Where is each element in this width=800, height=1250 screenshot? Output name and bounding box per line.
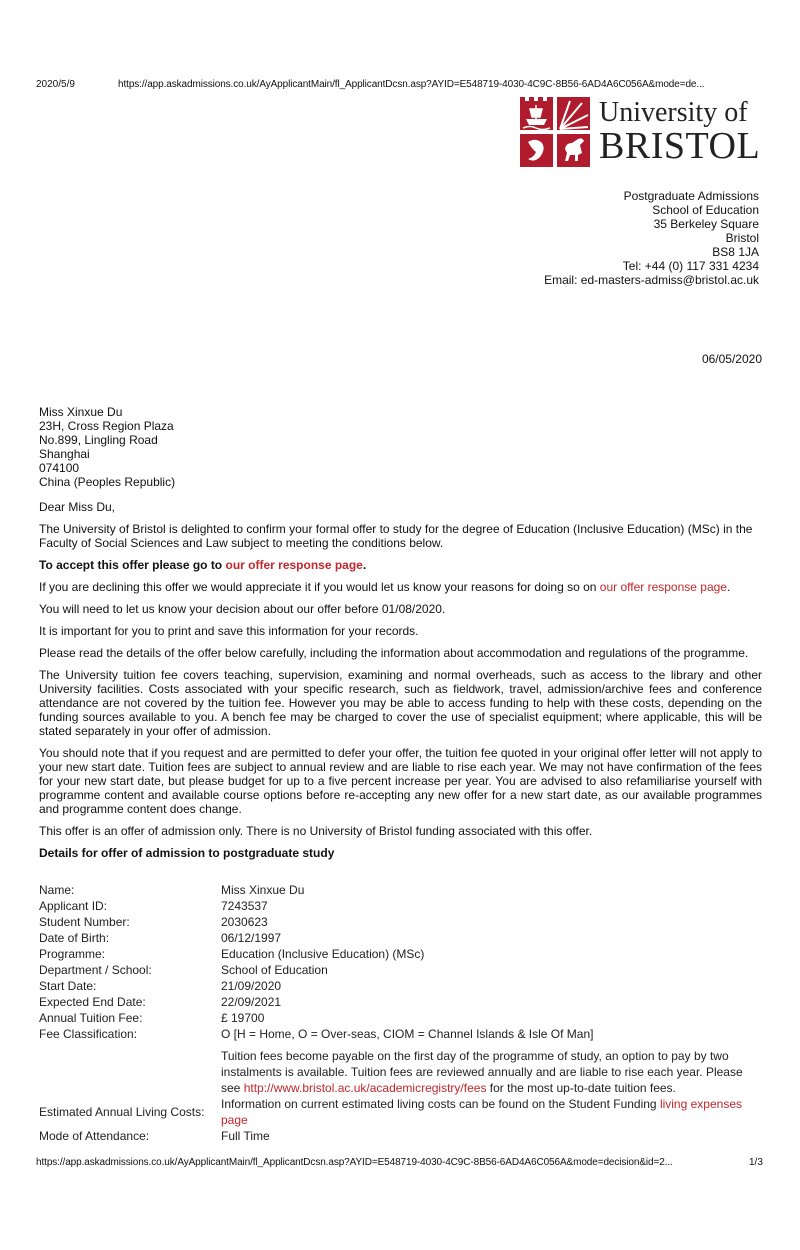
fee-note-prefix: Tuition fees become payable on the first day of the programme of study, an option to pay by two instalments is available. Tuition fees are reviewed annually and are liable to rise each year. Please see [221, 1049, 743, 1095]
deferral-paragraph: You should note that if you request and are permitted to defer your offer, the tuition fee quoted in your original offer letter will not apply to your new start date. Tuition fees are subject to annual review and are liable to rise each year. We may not have confirmation of the fees for your new start date, but please budget for up to a five percent increase per year. You are advised to also refamiliarise yourself with programme content and available course options before re-accepting any new offer for a new start date, as our available programmes and programme content does change. [39, 746, 762, 816]
tuition-covers-paragraph: The University tuition fee covers teaching, supervision, examining and normal overheads, such as access to the library and other University facilities. Costs associated with your specific research, such as fieldwork, travel, admission/archive fees and conference attendance are not covered by the tuition fee. However you may be able to access funding to help with these costs, depending on the funding sources available to you. A bench fee may be charged to cover the use of specialist equipment; where applicable, this will be stated separately in your offer of admission. [39, 668, 762, 738]
details-row-start-date [39, 978, 762, 994]
details-label: Programme: [39, 947, 106, 961]
wordmark-line2: BRISTOL [599, 125, 761, 167]
academic-registry-fees-link[interactable]: http://www.bristol.ac.uk/academicregistry/fees [243, 1081, 487, 1095]
salutation: Dear Miss Du, [39, 500, 116, 514]
details-row-student-number [39, 914, 762, 930]
details-row-department [39, 962, 762, 978]
letter-date: 06/05/2020 [701, 352, 762, 366]
details-row-date-of-birth [39, 930, 762, 946]
decline-offer-response-link[interactable]: our offer response page [599, 580, 727, 594]
bristol-crest-icon [520, 97, 590, 167]
living-costs-note [221, 1096, 751, 1128]
details-row-programme [39, 946, 762, 962]
page-number: 1/3 [749, 1157, 763, 1168]
details-value: 7243537 [221, 899, 268, 913]
sender-address-line: School of Education [652, 203, 759, 217]
university-wordmark [599, 99, 760, 165]
details-label: Student Number: [39, 915, 130, 929]
details-label: Fee Classification: [39, 1027, 138, 1041]
recipient-address-line: Shanghai [39, 447, 90, 461]
details-label: Department / School: [39, 963, 152, 977]
details-row-tuition-fee [39, 1010, 762, 1026]
details-value: 06/12/1997 [221, 931, 282, 945]
recipient-address-line: China (Peoples Republic) [39, 475, 176, 489]
decline-prefix: If you are declining this offer we would appreciate it if you would let us know your reasons for doing so on [39, 580, 600, 594]
details-row-fee-classification [39, 1026, 762, 1042]
living-costs-prefix: Information on current estimated living costs can be found on the Student Funding [221, 1097, 660, 1111]
decline-suffix: . [726, 580, 731, 594]
offer-details-table [39, 882, 762, 1144]
details-label: Start Date: [39, 979, 97, 993]
fee-note [221, 1048, 751, 1096]
no-funding-paragraph: This offer is an offer of admission only. There is no University of Bristol funding associated with this offer. [39, 824, 593, 838]
details-row-fee-note [39, 1048, 762, 1096]
details-value: £ 19700 [221, 1011, 265, 1025]
sender-phone: Tel: +44 (0) 117 331 4234 [622, 259, 759, 273]
details-value: 2030623 [221, 915, 268, 929]
sender-email: Email: ed-masters-admiss@bristol.ac.uk [544, 273, 759, 287]
details-label: Date of Birth: [39, 931, 110, 945]
accept-paragraph [39, 558, 762, 572]
details-label: Estimated Annual Living Costs: [39, 1105, 205, 1119]
print-url: https://app.askadmissions.co.uk/AyApplicantMain/fl_ApplicantDcsn.asp?AYID=E548719-4030-4C9C-8B56-6AD4A6C056A&mode=de... [118, 79, 705, 90]
decline-paragraph [39, 580, 762, 594]
details-label-empty [39, 1048, 221, 1096]
sender-address-line: BS8 1JA [712, 245, 759, 259]
wordmark-line1: University of [599, 97, 748, 128]
details-value: Miss Xinxue Du [221, 883, 305, 897]
sender-address-line: 35 Berkeley Square [653, 217, 759, 231]
print-date: 2020/5/9 [36, 79, 75, 90]
details-label: Expected End Date: [39, 995, 146, 1009]
details-row-name [39, 882, 762, 898]
deadline-paragraph: You will need to let us know your decision about our offer before 01/08/2020. [39, 602, 446, 616]
details-row-applicant-id [39, 898, 762, 914]
letter-body [39, 500, 762, 868]
fee-note-suffix: for the most up-to-date tuition fees. [486, 1081, 676, 1095]
details-row-living-costs [39, 1096, 762, 1128]
details-value: School of Education [221, 963, 328, 977]
details-value: Full Time [221, 1129, 270, 1143]
details-value: 22/09/2021 [221, 995, 282, 1009]
sender-address-line: Bristol [725, 231, 759, 245]
recipient-address-line: 074100 [39, 461, 80, 475]
accept-suffix: . [362, 558, 367, 572]
details-label: Applicant ID: [39, 899, 108, 913]
details-value: 21/09/2020 [221, 979, 282, 993]
details-label: Mode of Attendance: [39, 1129, 150, 1143]
recipient-name: Miss Xinxue Du [39, 405, 123, 419]
university-logo [520, 97, 760, 167]
footer-url: https://app.askadmissions.co.uk/AyApplicantMain/fl_ApplicantDcsn.asp?AYID=E548719-4030-4C9C-8B56-6AD4A6C056A&mode=decision&id=2... [36, 1157, 673, 1168]
sender-address [544, 189, 759, 287]
accept-offer-response-link[interactable]: our offer response page [225, 558, 363, 572]
living-expenses-link[interactable]: living expenses page [221, 1097, 742, 1127]
details-row-attendance [39, 1128, 762, 1144]
read-details-paragraph: Please read the details of the offer below carefully, including the information about accommodation and regulations of the programme. [39, 646, 749, 660]
print-header [0, 79, 800, 93]
details-value: O [H = Home, O = Over-seas, CIOM = Channel Islands & Isle Of Man] [221, 1027, 594, 1041]
details-label: Annual Tuition Fee: [39, 1011, 143, 1025]
recipient-address-line: No.899, Lingling Road [39, 433, 158, 447]
print-notice-paragraph: It is important for you to print and save this information for your records. [39, 624, 419, 638]
details-value: Education (Inclusive Education) (MSc) [221, 947, 425, 961]
intro-paragraph: The University of Bristol is delighted to confirm your formal offer to study for the degree of Education (Inclusive Education) (MSc) in the Faculty of Social Sciences and Law subject to meeting the conditions below. [39, 522, 753, 550]
recipient-address [39, 405, 175, 489]
details-heading: Details for offer of admission to postgraduate study [39, 846, 335, 860]
accept-prefix: To accept this offer please go to [39, 558, 226, 572]
recipient-address-line: 23H, Cross Region Plaza [39, 419, 174, 433]
sender-address-line: Postgraduate Admissions [623, 189, 759, 203]
details-label: Name: [39, 883, 75, 897]
details-row-end-date [39, 994, 762, 1010]
